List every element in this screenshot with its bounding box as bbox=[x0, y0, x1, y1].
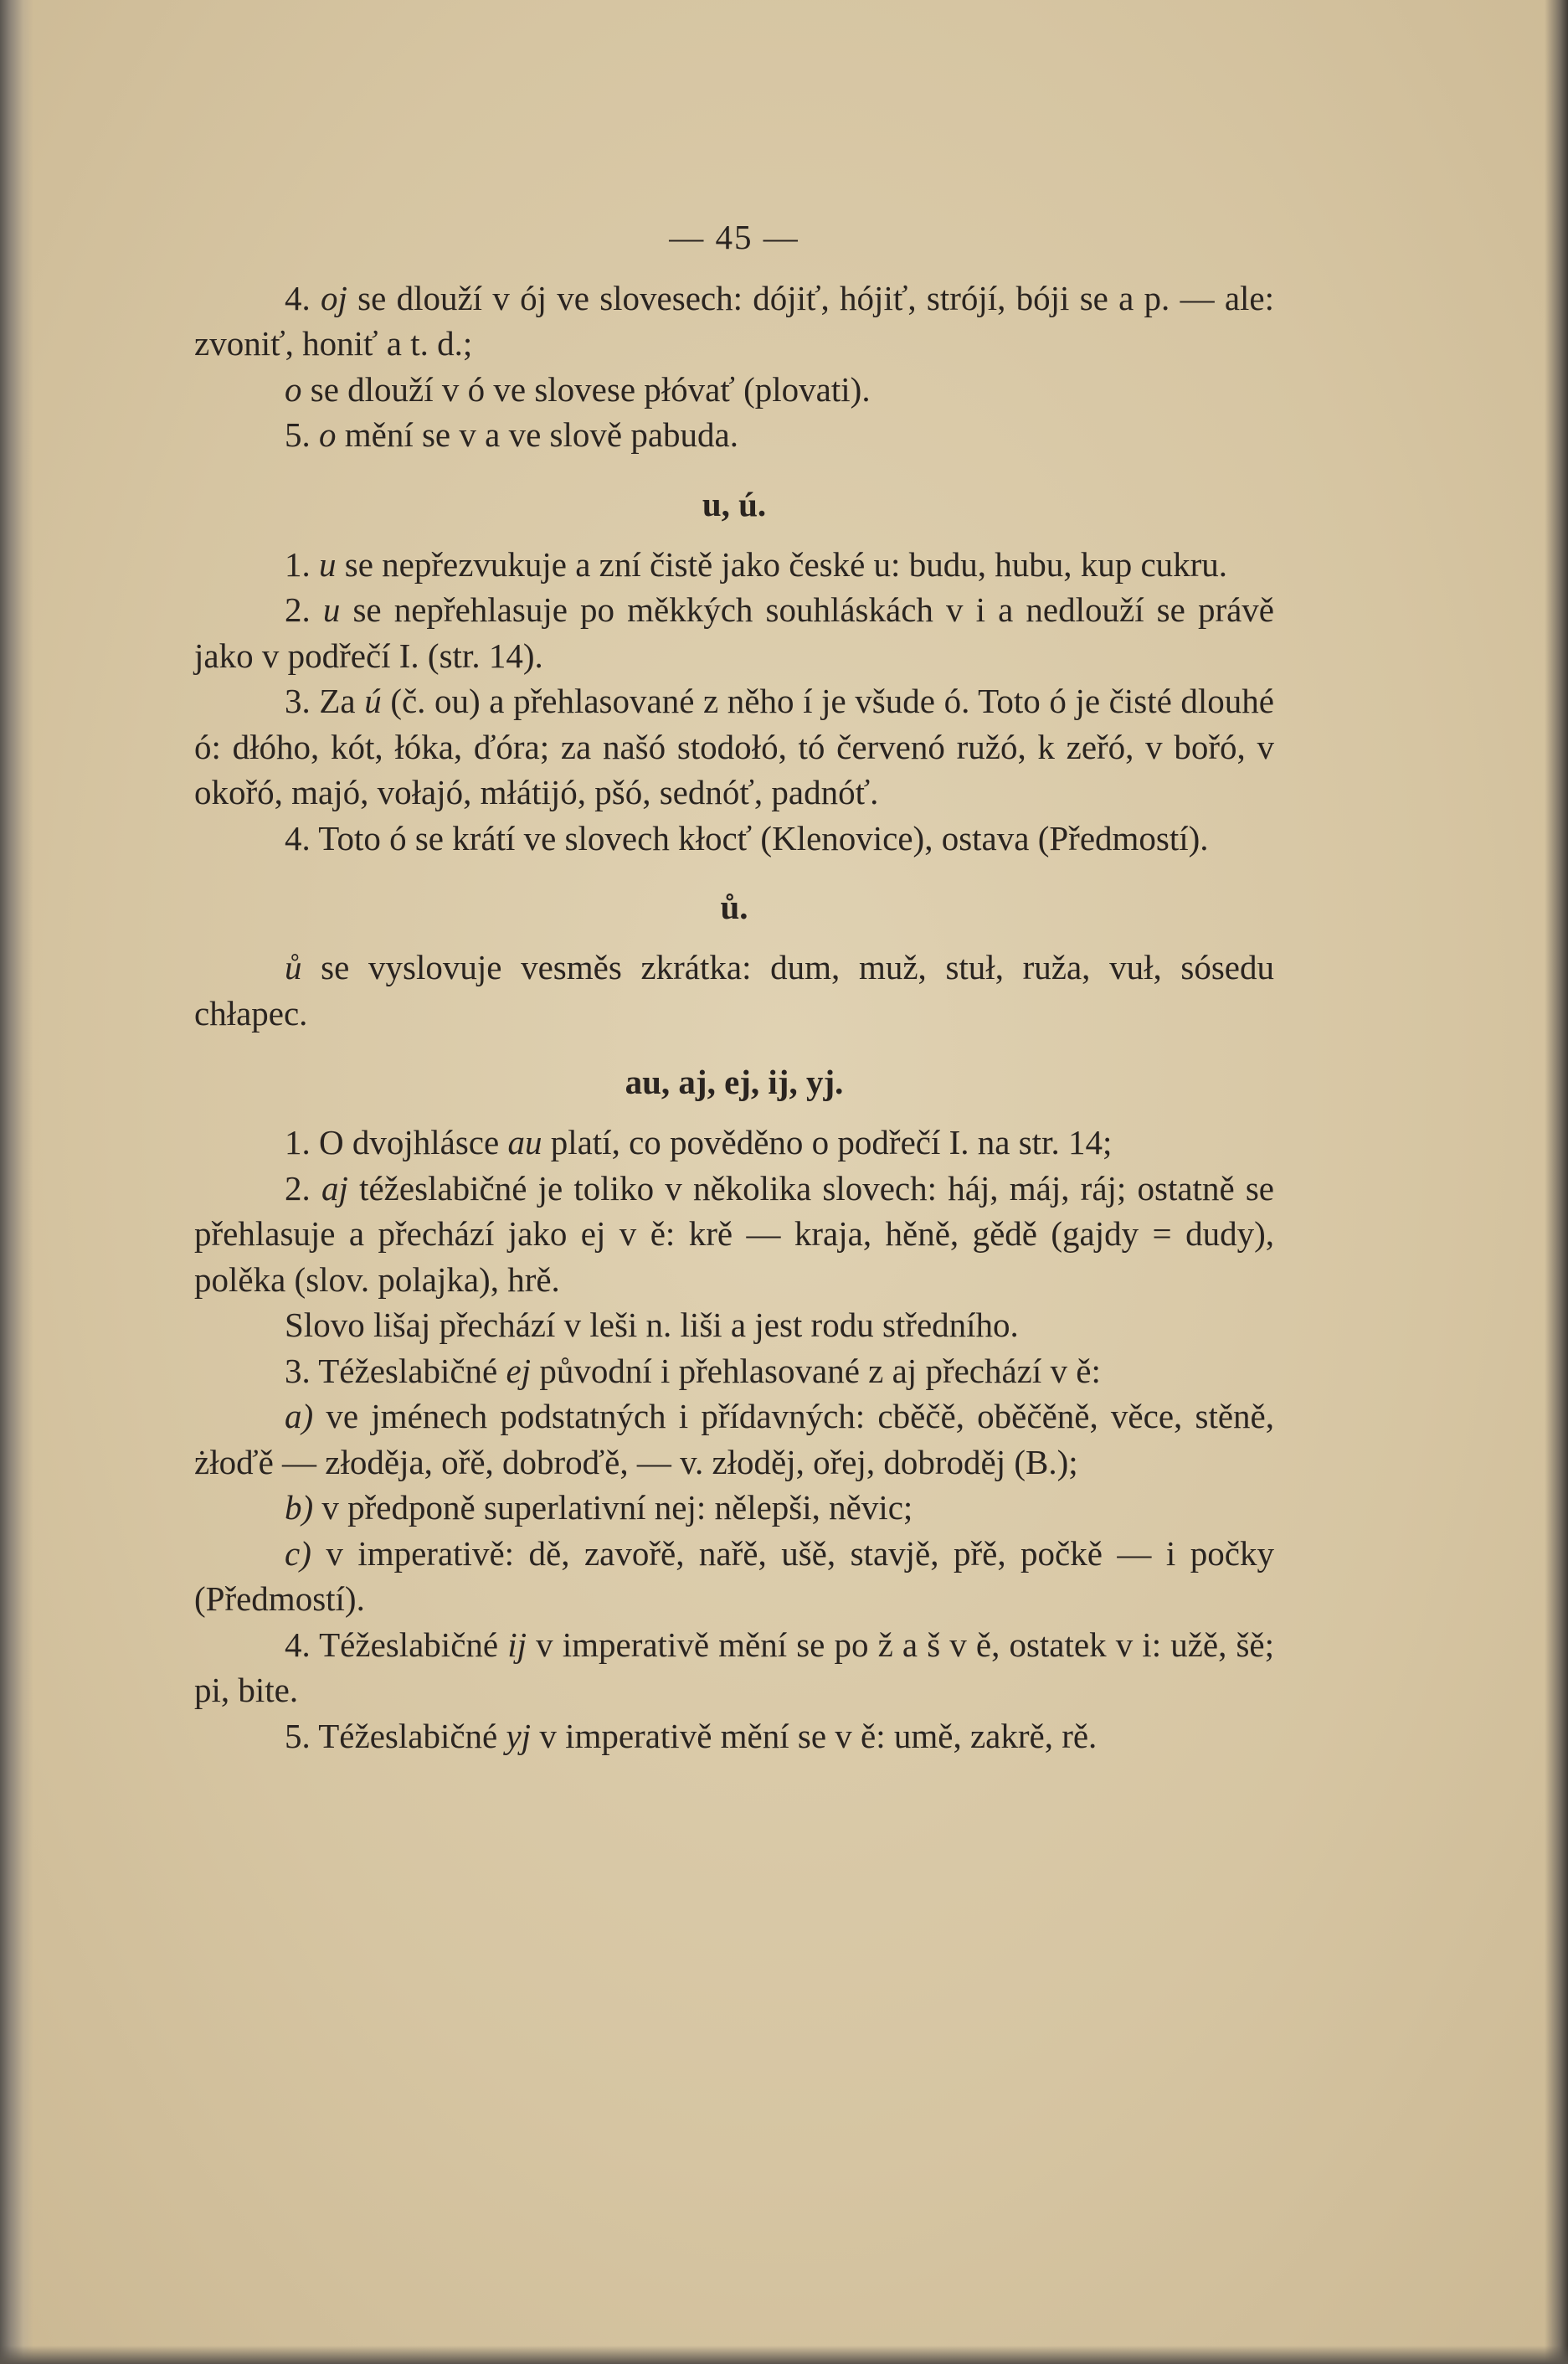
paragraph-text: Toto ó se krátí ve slovech kłocť (Klenovice), ostava (Předmostí). bbox=[318, 818, 1209, 858]
paragraph-text: se dlouží v ój ve slovesech: dójiť, hójiť, strójí, bóji se a p. — ale: zvoniť, honiť a t. d.; bbox=[194, 278, 1275, 363]
italic-term: u bbox=[322, 590, 341, 629]
italic-term: au bbox=[507, 1123, 542, 1161]
paragraph bbox=[194, 1393, 1274, 1485]
paragraph-number: 4. bbox=[285, 1625, 311, 1664]
paragraph-text: se vyslovuje vesměs zkrátka: dum, muž, stuł, ruža, vuł, sósedu chłapec. bbox=[194, 948, 1274, 1033]
paragraph bbox=[194, 1531, 1274, 1622]
paragraph bbox=[194, 1348, 1274, 1394]
section-heading: ů. bbox=[720, 888, 748, 926]
paragraph bbox=[194, 412, 1274, 458]
paragraph-number: 1. bbox=[285, 1123, 311, 1161]
paragraph-number: 3. bbox=[285, 1351, 311, 1390]
paragraph-text: se nepřezvukuje a zní čistě jako české u: budu, hubu, kup cukru. bbox=[336, 544, 1228, 584]
paragraph bbox=[194, 1166, 1274, 1303]
italic-term: ů bbox=[285, 948, 302, 986]
italic-term: yj bbox=[506, 1716, 532, 1755]
paragraph bbox=[194, 1713, 1274, 1759]
paragraph bbox=[194, 1485, 1274, 1531]
paragraph-number: 3. bbox=[285, 682, 311, 720]
section-heading: au, aj, ej, ij, yj. bbox=[625, 1063, 844, 1101]
italic-term: ij bbox=[507, 1625, 527, 1664]
italic-term: o bbox=[319, 415, 337, 454]
binding-shadow bbox=[0, 0, 33, 2364]
paragraph-text: v imperativě: dě, zavořě, nařě, ušě, stavjě, přě, počkě — i počky (Předmostí). bbox=[194, 1533, 1274, 1618]
paragraph-number: 4. bbox=[285, 278, 311, 317]
italic-term: o bbox=[285, 369, 302, 409]
content bbox=[194, 276, 1274, 1759]
paragraph bbox=[194, 1622, 1274, 1713]
paragraph-number: 4. bbox=[285, 818, 311, 858]
page-number: — 45 — bbox=[669, 218, 799, 256]
italic-term: oj bbox=[321, 278, 347, 317]
paragraph-text: Téžeslabičné bbox=[318, 1716, 506, 1755]
paragraph-text: v imperativě mění se po ž a š v ě, ostatek v i: užě, šě; pi, bite. bbox=[194, 1625, 1274, 1709]
paragraph-number: 5. bbox=[285, 415, 311, 454]
paragraph-text: Slovo lišaj přechází v leši n. liši a jest rodu středního. bbox=[285, 1306, 1019, 1344]
italic-term: c) bbox=[285, 1533, 311, 1573]
paragraph bbox=[194, 945, 1274, 1036]
page-bottom-shadow bbox=[0, 2346, 1568, 2364]
paragraph bbox=[194, 1120, 1274, 1166]
paragraph-text: téžeslabičné je toliko v několika slovech: háj, máj, ráj; ostatně se přehlasuje a přechází jako ej v ě: krě — kraja, hěně, gědě (gajdy = dudy), polěka (slov. polajka), hrě. bbox=[194, 1168, 1275, 1299]
paragraph-text: Téžeslabičné bbox=[319, 1625, 508, 1664]
paragraph-number: 2. bbox=[285, 1168, 311, 1208]
section-heading: u, ú. bbox=[702, 484, 767, 523]
paragraph-number: 2. bbox=[285, 590, 311, 629]
paragraph bbox=[194, 587, 1274, 678]
italic-term: u bbox=[319, 544, 337, 584]
paragraph-text: se nepřehlasuje po měkkých souhláskách v i a nedlouží se právě jako v podřečí I. (str. 14). bbox=[194, 590, 1274, 675]
italic-term: ú bbox=[364, 682, 382, 720]
paragraph-text: mění se v a ve slově pabuda. bbox=[336, 415, 738, 454]
paragraph bbox=[194, 276, 1274, 367]
paragraph-text: O dvojhlásce bbox=[319, 1123, 508, 1161]
paragraph-text: (č. ou) a přehlasované z něho í je všude ó. Toto ó je čisté dlouhé ó: dłóho, kót, łóka, ďóra; za našó stodołó, tó červenó ružó, k zeřó, v bořó, v okořó, majó, vołajó, młátijó, pšó, sednóť, padnóť. bbox=[194, 682, 1274, 811]
paragraph bbox=[194, 542, 1274, 588]
paragraph-text: v imperativě mění se v ě: umě, zakrě, rě. bbox=[531, 1716, 1098, 1755]
paragraph-text: v předponě superlativní nej: nělepši, něvic; bbox=[313, 1488, 913, 1527]
paragraph-text: Téžeslabičné bbox=[318, 1351, 506, 1390]
paragraph-text: platí, co pověděno o podřečí I. na str. 14; bbox=[542, 1123, 1113, 1161]
body-text bbox=[194, 214, 1274, 1759]
page-edge-shadow bbox=[1545, 0, 1568, 2364]
paragraph-text: původní i přehlasované z aj přechází v ě: bbox=[531, 1351, 1101, 1390]
italic-term: a) bbox=[285, 1397, 314, 1435]
paragraph-text: Za bbox=[319, 682, 365, 720]
italic-term: ej bbox=[506, 1351, 532, 1390]
paragraph bbox=[194, 1302, 1274, 1348]
paragraph-number: 5. bbox=[285, 1716, 311, 1755]
paragraph-text: ve jménech podstatných i přídavných: cběčě, oběčěně, věce, stěně, żłoďě — złoděja, ořě, dobroďě, — v. złoděj, ořej, dobroděj (B.); bbox=[194, 1397, 1274, 1481]
paragraph bbox=[194, 678, 1274, 816]
paragraph-text: se dlouží v ó ve slovese płóvať (plovati). bbox=[301, 369, 871, 409]
paragraph-number: 1. bbox=[285, 544, 311, 584]
italic-term: aj bbox=[321, 1168, 348, 1208]
paragraph bbox=[194, 816, 1274, 862]
paragraph bbox=[194, 367, 1274, 413]
italic-term: b) bbox=[285, 1488, 314, 1527]
